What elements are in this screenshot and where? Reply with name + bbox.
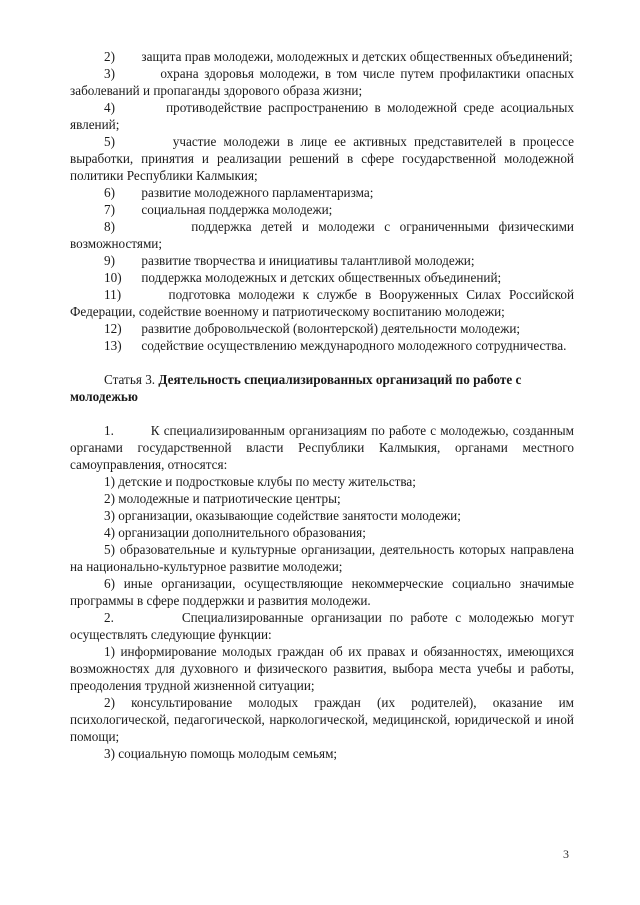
list-item: 3) организации, оказывающие содействие занятости молодежи; [104,508,461,523]
article-heading [70,371,574,405]
list-item-text: социальная поддержка молодежи; [141,202,333,217]
list-item: 2) консультирование молодых граждан (их родителей), оказание им психологической, педагогической, наркологической, медицинской, юридической и иной помощи; [70,695,574,744]
spacer [70,405,574,422]
list-item [70,269,574,286]
list-item-text: развитие творчества и инициативы талантливой молодежи; [141,253,475,268]
list-item: 5) образовательные и культурные организации, деятельность которых направлена на национально-культурное развитие молодежи; [70,542,574,574]
page-number: 3 [563,847,569,861]
list-item [70,184,574,201]
list-item [70,201,574,218]
paragraph-text: К специализированным организациям по работе с молодежью, созданным органами государственной власти Республики Калмыкия, органами местного самоуправления, относятся: [70,423,575,472]
list-item [70,218,574,252]
list-item [70,320,574,337]
list-item: 6) иные организации, осуществляющие некоммерческие социально значимые программы в сфере поддержки и развития молодежи. [70,576,574,608]
list-item [70,337,574,354]
list-item [70,286,574,320]
list-item-number: 2) [104,49,115,64]
list-item-text: противодействие распространению в молодежной среде асоциальных явлений; [70,100,574,132]
list-item [70,65,574,99]
paragraph-number: 1. [104,423,114,438]
document-page [70,48,574,762]
list-item: 1) информирование молодых граждан об их правах и обязанностях, имеющихся возможностях для духовного и физического развития, выбора места учебы и работы, преодоления трудной жизненной ситуации; [70,644,574,693]
list-item: 4) организации дополнительного образования; [104,525,366,540]
list-item-number: 6) [104,185,115,200]
list-section [70,48,574,354]
list-item-text: охрана здоровья молодежи, в том числе путем профилактики опасных заболеваний и пропаганды здорового образа жизни; [70,66,574,98]
list-item-number: 11) [104,287,122,302]
paragraph-2 [70,609,574,643]
list-item-text: подготовка молодежи к службе в Вооруженных Силах Российской Федерации, содействие военному и патриотическому воспитанию молодежи; [70,287,575,319]
list-item-text: защита прав молодежи, молодежных и детских общественных объединений; [141,49,573,64]
list-item: 3) социальную помощь молодым семьям; [104,746,338,761]
paragraph-text: Специализированные организации по работе с молодежью могут осуществлять следующие функции: [70,610,575,642]
list-item-text: содействие осуществлению международного молодежного сотрудничества. [141,338,567,353]
list-item-text: поддержка детей и молодежи с ограниченными физическими возможностями; [70,219,574,251]
list-item-number: 12) [104,321,122,336]
article-number: Статья 3. [104,372,156,387]
list-item-text: развитие молодежного парламентаризма; [141,185,374,200]
list-item-number: 13) [104,338,122,353]
article-title: Деятельность специализированных организаций по работе с молодежью [70,372,522,404]
list-item: 2) молодежные и патриотические центры; [104,491,341,506]
list-item [70,99,574,133]
list-item-number: 5) [104,134,115,149]
list-item-text: поддержка молодежных и детских общественных объединений; [141,270,502,285]
list-item-number: 7) [104,202,115,217]
list-item-number: 3) [104,66,115,81]
list-item-text: развитие добровольческой (волонтерской) деятельности молодежи; [141,321,521,336]
list-item: 1) детские и подростковые клубы по месту жительства; [104,474,416,489]
list-item [70,48,574,65]
list-item-number: 8) [104,219,115,234]
list-item-number: 10) [104,270,122,285]
list-item [70,252,574,269]
paragraph-1 [70,422,574,473]
paragraph-number: 2. [104,610,114,625]
list-item-text: участие молодежи в лице ее активных представителей в процессе выработки, принятия и реализации решений в сфере государственной молодежной политики Республики Калмыкия; [70,134,574,183]
list-item-number: 4) [104,100,115,115]
list-item [70,133,574,184]
spacer [70,354,574,371]
list-item-number: 9) [104,253,115,268]
